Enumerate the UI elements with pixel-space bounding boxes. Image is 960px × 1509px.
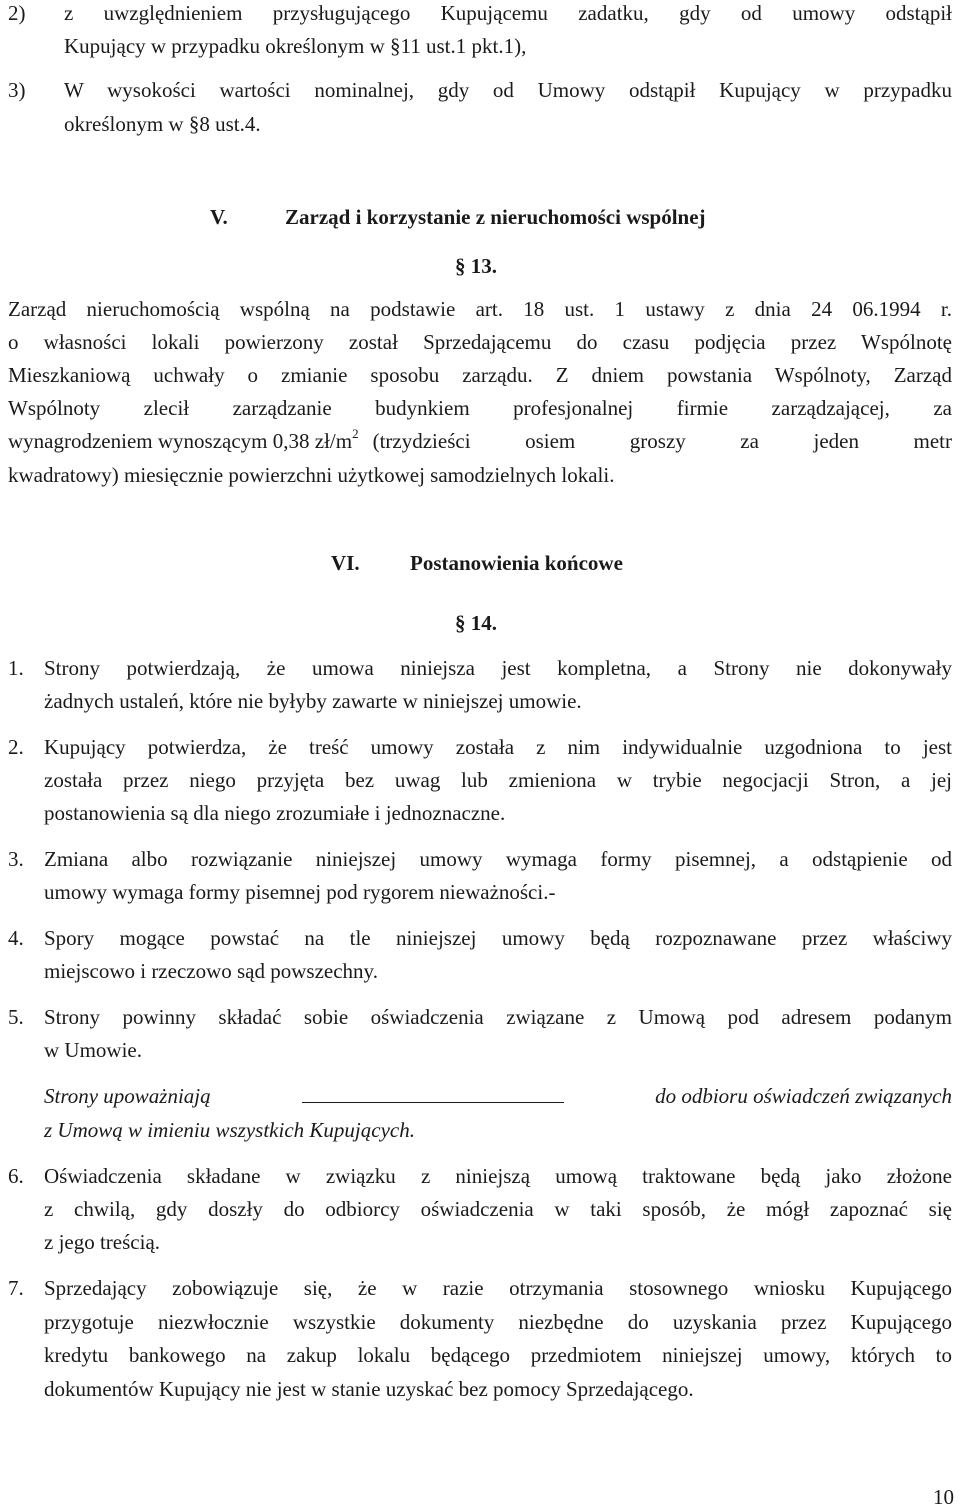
text-line: Spory mogące powstać na tle niniejszej umowy będą rozpoznawane przez właściwy bbox=[44, 926, 952, 950]
text-line: Kupujący potwierdza, że treść umowy została z nim indywidualnie uzgodniona to jest bbox=[44, 735, 952, 759]
section-title: Zarząd i korzystanie z nieruchomości wspólnej bbox=[285, 205, 706, 229]
superscript: 2 bbox=[352, 426, 359, 441]
text-line: Strony powinny składać sobie oświadczenia związane z Umową pod adresem podanym bbox=[44, 1005, 952, 1029]
text-line: Kupujący w przypadku określonym w §11 ust.1 pkt.1), bbox=[64, 34, 527, 58]
section-numeral: V. bbox=[210, 205, 228, 229]
list-number: 2. bbox=[8, 735, 24, 759]
text-line bbox=[8, 428, 952, 454]
list-number: 5. bbox=[8, 1005, 24, 1029]
text-line: dokumentów Kupujący nie jest w stanie uzyskać bez pomocy Sprzedającego. bbox=[44, 1377, 694, 1401]
text-fragment: wynagrodzeniem wynoszącym 0,38 zł/m bbox=[8, 429, 353, 453]
text-line: określonym w §8 ust.4. bbox=[64, 112, 261, 136]
list-number: 2) bbox=[8, 1, 26, 25]
authorized-line: z Umową w imieniu wszystkich Kupujących. bbox=[44, 1118, 415, 1142]
text-line: Oświadczenia składane w związku z niniejszą umową traktowane będą jako złożone bbox=[44, 1164, 952, 1188]
text-line: z uwzględnieniem przysługującego Kupującemu zadatku, gdy od umowy odstąpił bbox=[64, 1, 952, 25]
list-number: 1. bbox=[8, 656, 24, 680]
text-fragment bbox=[8, 428, 359, 454]
text-line: kwadratowy) miesięcznie powierzchni użytkowej samodzielnych lokali. bbox=[8, 463, 615, 487]
text-line: kredytu bankowego na zakup lokalu będącego przedmiotem niniejszej umowy, których to bbox=[44, 1343, 952, 1367]
text-line: z jego treścią. bbox=[44, 1230, 161, 1254]
text-line: Strony potwierdzają, że umowa niniejsza jest kompletna, a Strony nie dokonywały bbox=[44, 656, 952, 680]
list-number: 3) bbox=[8, 78, 26, 102]
list-number: 7. bbox=[8, 1276, 24, 1300]
paragraph-mark: § 13. bbox=[455, 254, 497, 278]
section-numeral: VI. bbox=[331, 551, 360, 575]
section-title: Postanowienia końcowe bbox=[410, 551, 623, 575]
authorized-line bbox=[44, 1083, 952, 1109]
list-number: 4. bbox=[8, 926, 24, 950]
text-line: umowy wymaga formy pisemnej pod rygorem nieważności.- bbox=[44, 880, 556, 904]
text-line: z chwilą, gdy doszły do odbiorcy oświadczenia w taki sposób, że mógł zapoznać się bbox=[44, 1197, 952, 1221]
text-line: Zmiana albo rozwiązanie niniejszej umowy wymaga formy pisemnej, a odstąpienie od bbox=[44, 847, 952, 871]
list-number: 6. bbox=[8, 1164, 24, 1188]
authorized-text: do odbioru oświadczeń związanych bbox=[655, 1084, 952, 1108]
page-number: 10 bbox=[933, 1485, 954, 1509]
text-line: miejscowo i rzeczowo sąd powszechny. bbox=[44, 959, 378, 983]
text-line: Mieszkaniową uchwały o zmianie sposobu zarządu. Z dniem powstania Wspólnoty, Zarząd bbox=[8, 363, 952, 387]
authorized-text: Strony upoważniają bbox=[44, 1084, 211, 1108]
signature-blank bbox=[302, 1084, 564, 1103]
list-number: 3. bbox=[8, 847, 24, 871]
text-line: Wspólnoty zlecił zarządzanie budynkiem profesjonalnej firmie zarządzającej, za bbox=[8, 396, 952, 420]
text-line: o własności lokali powierzony został Sprzedającemu do czasu podjęcia przez Wspólnotę bbox=[8, 330, 952, 354]
text-line: w Umowie. bbox=[44, 1038, 142, 1062]
text-line: Sprzedający zobowiązuje się, że w razie otrzymania stosownego wniosku Kupującego bbox=[44, 1276, 952, 1300]
text-fragment: (trzydzieści osiem groszy za jeden metr bbox=[372, 429, 952, 453]
text-line: W wysokości wartości nominalnej, gdy od Umowy odstąpił Kupujący w przypadku bbox=[64, 78, 952, 102]
text-line: żadnych ustaleń, które nie byłyby zawarte w niniejszej umowie. bbox=[44, 689, 582, 713]
text-line: postanowienia są dla niego zrozumiałe i jednoznaczne. bbox=[44, 801, 506, 825]
text-line: została przez niego przyjęta bez uwag lub zmieniona w trybie negocjacji Stron, a jej bbox=[44, 768, 952, 792]
paragraph-mark: § 14. bbox=[455, 611, 497, 635]
text-line: przygotuje niezwłocznie wszystkie dokumenty niezbędne do uzyskania przez Kupującego bbox=[44, 1310, 952, 1334]
text-line: Zarząd nieruchomością wspólną na podstawie art. 18 ust. 1 ustawy z dnia 24 06.1994 r. bbox=[8, 297, 952, 321]
